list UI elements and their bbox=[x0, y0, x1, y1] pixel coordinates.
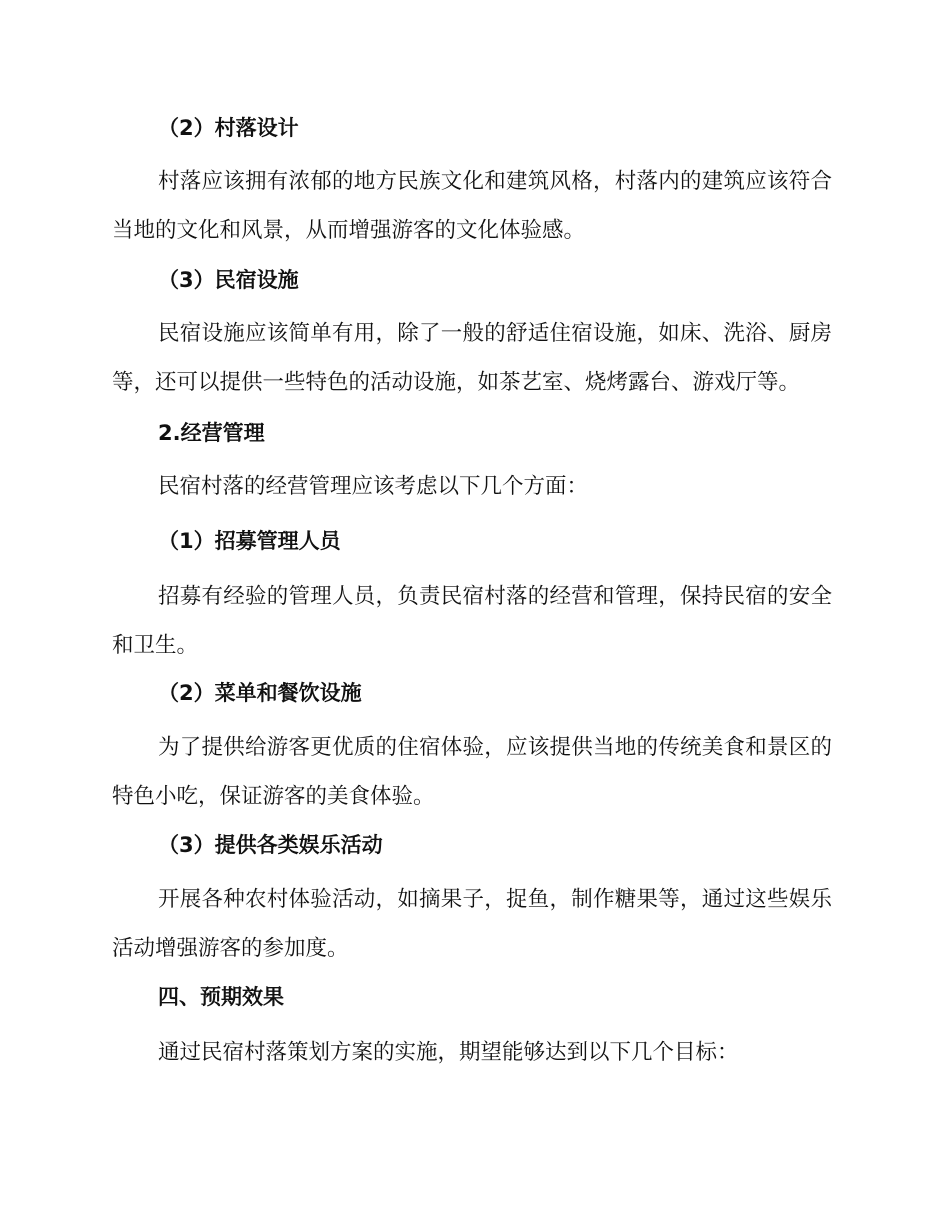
village-design-paragraph: 村落应该拥有浓郁的地方民族文化和建筑风格，村落内的建筑应该符合当地的文化和风景，从而增强游客的文化体验感。 bbox=[112, 169, 832, 243]
menu-paragraph: 为了提供给游客更优质的住宿体验，应该提供当地的传统美食和景区的特色小吃，保证游客的美食体验。 bbox=[112, 735, 832, 809]
management-heading: 2.经营管理 bbox=[158, 421, 265, 445]
recruit-heading: （1）招募管理人员 bbox=[158, 529, 341, 553]
facilities-paragraph: 民宿设施应该简单有用，除了一般的舒适住宿设施，如床、洗浴、厨房等，还可以提供一些特色的活动设施，如茶艺室、烧烤露台、游戏厅等。 bbox=[112, 321, 832, 395]
management-intro-paragraph: 民宿村落的经营管理应该考虑以下几个方面： bbox=[158, 474, 589, 499]
facilities-heading: （3）民宿设施 bbox=[158, 268, 299, 292]
entertainment-paragraph: 开展各种农村体验活动，如摘果子，捉鱼，制作糖果等，通过这些娱乐活动增强游客的参加度。 bbox=[112, 887, 832, 961]
recruit-paragraph: 招募有经验的管理人员，负责民宿村落的经营和管理，保持民宿的安全和卫生。 bbox=[112, 584, 832, 658]
expected-results-heading: 四、预期效果 bbox=[158, 985, 284, 1009]
village-design-heading: （2）村落设计 bbox=[158, 116, 299, 140]
entertainment-heading: （3）提供各类娱乐活动 bbox=[158, 833, 383, 857]
menu-heading: （2）菜单和餐饮设施 bbox=[158, 681, 362, 705]
expected-results-paragraph: 通过民宿村落策划方案的实施，期望能够达到以下几个目标： bbox=[158, 1040, 739, 1065]
